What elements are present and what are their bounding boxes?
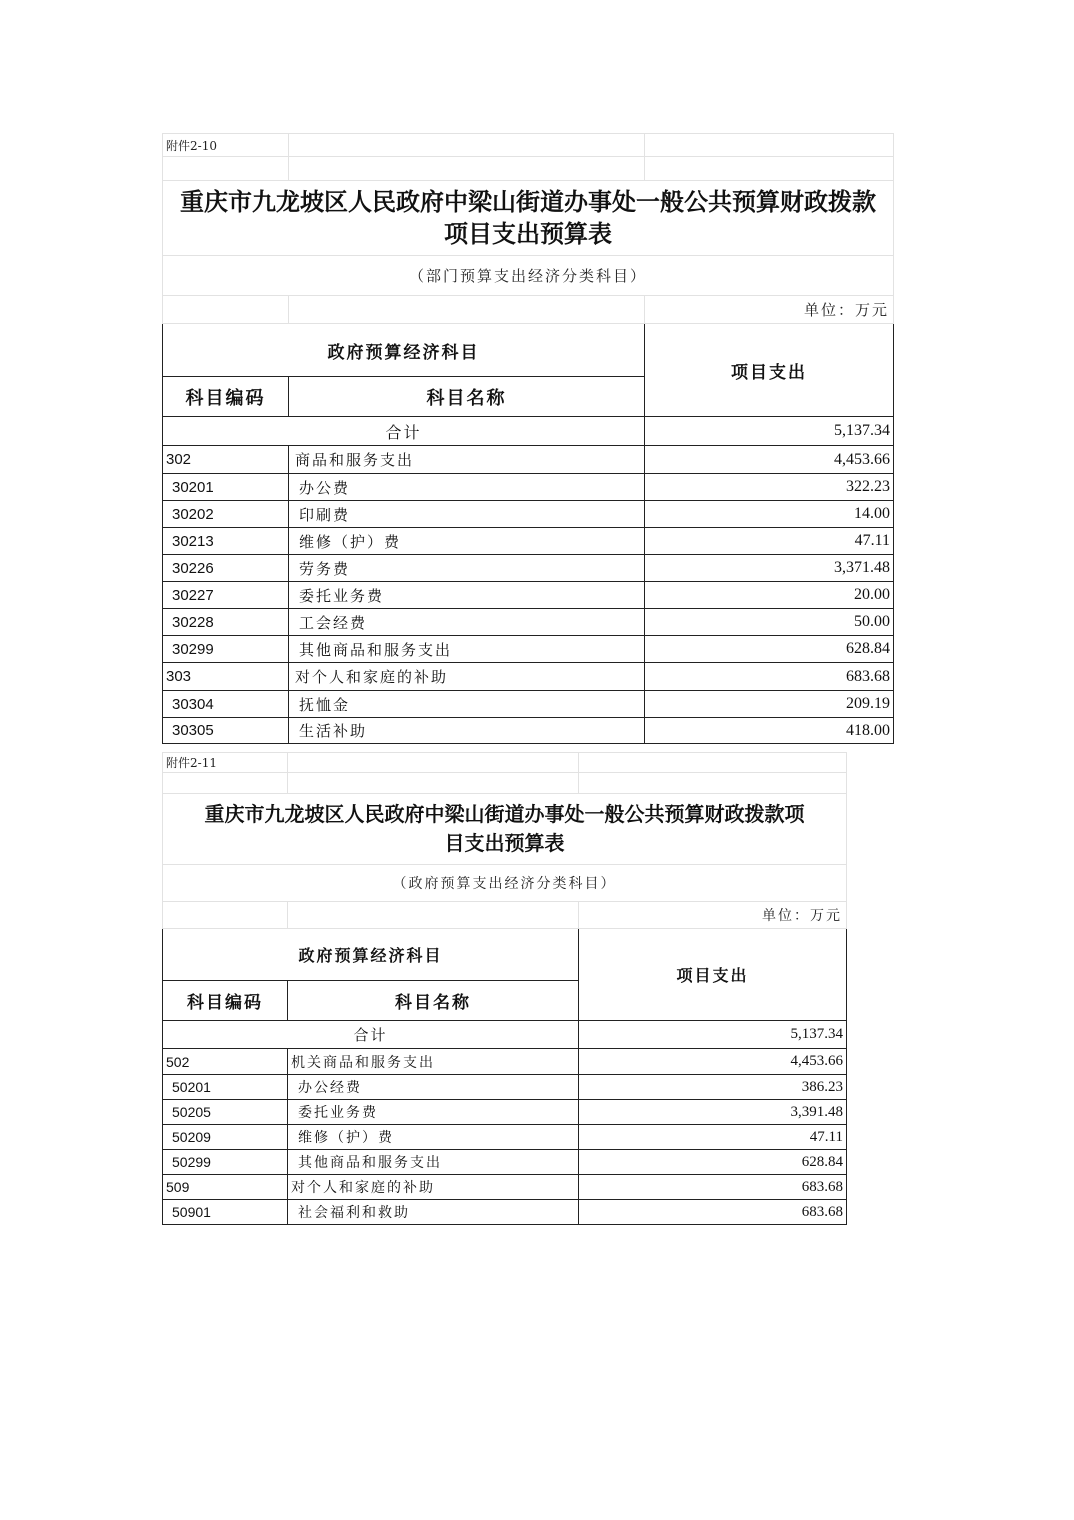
- table-row: [163, 501, 894, 528]
- table-row: [163, 691, 894, 718]
- total-value: 5,137.34: [579, 1021, 847, 1049]
- row-name: 抚恤金: [289, 691, 645, 718]
- header-project-expenditure: 项目支出: [645, 324, 894, 417]
- table-subtitle: （政府预算支出经济分类科目）: [163, 865, 847, 902]
- row-code: 30226: [163, 555, 289, 582]
- table-row: [163, 1100, 847, 1125]
- total-value: 5,137.34: [645, 417, 894, 446]
- row-code: 30305: [163, 718, 289, 744]
- row-code: 50299: [163, 1150, 288, 1175]
- table-row: [163, 1175, 847, 1200]
- table-subtitle: （部门预算支出经济分类科目）: [163, 256, 894, 296]
- header-economic-subject: 政府预算经济科目: [163, 929, 579, 981]
- row-amount: 14.00: [645, 501, 894, 528]
- row-code: 50205: [163, 1100, 288, 1125]
- row-name: 生活补助: [289, 718, 645, 744]
- header-subject-code: 科目编码: [163, 377, 289, 417]
- table-row: [163, 1200, 847, 1225]
- row-code: 50201: [163, 1075, 288, 1100]
- table-row: [163, 1075, 847, 1100]
- row-code: 303: [163, 663, 289, 691]
- row-amount: 3,371.48: [645, 555, 894, 582]
- row-code: 30299: [163, 636, 289, 663]
- title-line-1: 重庆市九龙坡区人民政府中梁山街道办事处一般公共预算财政拨款: [180, 187, 876, 216]
- row-name: 办公费: [289, 474, 645, 501]
- total-label: 合计: [163, 417, 645, 446]
- table-row: [163, 555, 894, 582]
- table-row: [163, 446, 894, 474]
- row-name: 对个人和家庭的补助: [288, 1175, 579, 1200]
- row-amount: 20.00: [645, 582, 894, 609]
- row-name: 委托业务费: [289, 582, 645, 609]
- row-amount: 683.68: [579, 1175, 847, 1200]
- table-row: [163, 528, 894, 555]
- row-name: 社会福利和救助: [288, 1200, 579, 1225]
- row-name: 维修（护）费: [288, 1125, 579, 1150]
- row-name: 委托业务费: [288, 1100, 579, 1125]
- table-row: [163, 663, 894, 691]
- unit-label: 单位：万元: [645, 296, 894, 324]
- row-code: 30213: [163, 528, 289, 555]
- budget-table-2-10: [162, 133, 894, 744]
- table-row: [163, 1125, 847, 1150]
- row-code: 30227: [163, 582, 289, 609]
- row-amount: 50.00: [645, 609, 894, 636]
- row-name: 商品和服务支出: [289, 446, 645, 474]
- header-project-expenditure: 项目支出: [579, 929, 847, 1021]
- header-subject-name: 科目名称: [289, 377, 645, 417]
- row-amount: 386.23: [579, 1075, 847, 1100]
- row-amount: 322.23: [645, 474, 894, 501]
- total-label: 合计: [163, 1021, 579, 1049]
- row-code: 30201: [163, 474, 289, 501]
- attachment-label: 附件2-11: [163, 753, 288, 773]
- title-line-2: 目支出预算表: [444, 831, 565, 855]
- row-name: 机关商品和服务支出: [288, 1049, 579, 1075]
- row-amount: 4,453.66: [579, 1049, 847, 1075]
- row-name: 印刷费: [289, 501, 645, 528]
- row-amount: 418.00: [645, 718, 894, 744]
- row-name: 劳务费: [289, 555, 645, 582]
- row-name: 其他商品和服务支出: [289, 636, 645, 663]
- budget-table-2-11: [162, 752, 847, 1225]
- row-amount: 628.84: [579, 1150, 847, 1175]
- table-title: [163, 794, 847, 865]
- row-code: 30228: [163, 609, 289, 636]
- table-row: [163, 474, 894, 501]
- title-line-1: 重庆市九龙坡区人民政府中梁山街道办事处一般公共预算财政拨款项: [204, 802, 805, 826]
- table-row: [163, 1049, 847, 1075]
- row-amount: 4,453.66: [645, 446, 894, 474]
- row-name: 对个人和家庭的补助: [289, 663, 645, 691]
- table-row: [163, 718, 894, 744]
- row-name: 工会经费: [289, 609, 645, 636]
- title-line-2: 项目支出预算表: [444, 219, 612, 248]
- row-code: 30304: [163, 691, 289, 718]
- row-code: 502: [163, 1049, 288, 1075]
- table-row: [163, 1150, 847, 1175]
- header-subject-code: 科目编码: [163, 981, 288, 1021]
- row-amount: 47.11: [579, 1125, 847, 1150]
- table-row: [163, 609, 894, 636]
- row-amount: 47.11: [645, 528, 894, 555]
- table-row: [163, 636, 894, 663]
- row-name: 维修（护）费: [289, 528, 645, 555]
- unit-label: 单位：万元: [579, 902, 847, 929]
- row-amount: 683.68: [645, 663, 894, 691]
- row-amount: 683.68: [579, 1200, 847, 1225]
- row-code: 50901: [163, 1200, 288, 1225]
- header-subject-name: 科目名称: [288, 981, 579, 1021]
- table-row: [163, 582, 894, 609]
- row-code: 302: [163, 446, 289, 474]
- row-code: 509: [163, 1175, 288, 1200]
- table-title: [163, 181, 894, 256]
- row-amount: 209.19: [645, 691, 894, 718]
- row-name: 其他商品和服务支出: [288, 1150, 579, 1175]
- row-name: 办公经费: [288, 1075, 579, 1100]
- row-amount: 3,391.48: [579, 1100, 847, 1125]
- row-code: 30202: [163, 501, 289, 528]
- row-code: 50209: [163, 1125, 288, 1150]
- attachment-label: 附件2-10: [163, 134, 289, 157]
- header-economic-subject: 政府预算经济科目: [163, 324, 645, 377]
- row-amount: 628.84: [645, 636, 894, 663]
